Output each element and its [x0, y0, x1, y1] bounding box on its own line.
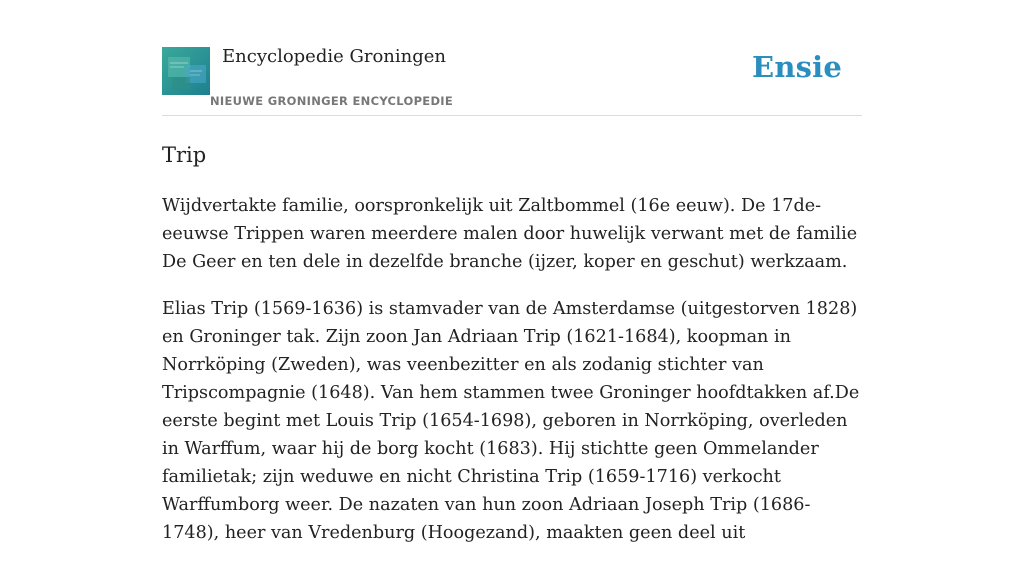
- site-logo-icon[interactable]: [162, 47, 210, 95]
- ensie-brand-link[interactable]: Ensie: [752, 50, 842, 84]
- article-body: [162, 192, 862, 566]
- site-subtitle: NIEUWE GRONINGER ENCYCLOPEDIE: [210, 94, 454, 108]
- content-column: [162, 0, 862, 543]
- site-header: [162, 0, 862, 116]
- site-title-link[interactable]: Encyclopedie Groningen: [222, 46, 447, 67]
- article-paragraph: Elias Trip (1569-1636) is stamvader van de Amsterdamse (uitgestorven 1828) en Groninger tak. Zijn zoon Jan Adriaan Trip (1621-1684), koopman in Norrköping (Zweden), was veenbezitter en als zodanig stichter van Tripscompagnie (1648). Van hem stammen twee Groninger hoofdtakken af.De eerste begint met Louis Trip (1654-1698), geboren in Norrköping, overleden in Warffum, waar hij de borg kocht (1683). Hij stichtte geen Ommelander familietak; zijn weduwe en nicht Christina Trip (1659-1716) verkocht Warffumborg weer. De nazaten van hun zoon Adriaan Joseph Trip (1686-1748), heer van Vredenburg (Hoogezand), maakten geen deel uit: [162, 299, 860, 543]
- article-paragraph: Wijdvertakte familie, oorspronkelijk uit Zaltbommel (16e eeuw). De 17de-eeuwse Trippen waren meerdere malen door huwelijk verwant met de familie De Geer en ten dele in dezelfde branche (ijzer, koper en geschut) werkzaam.: [162, 196, 858, 272]
- article-title: Trip: [162, 143, 207, 167]
